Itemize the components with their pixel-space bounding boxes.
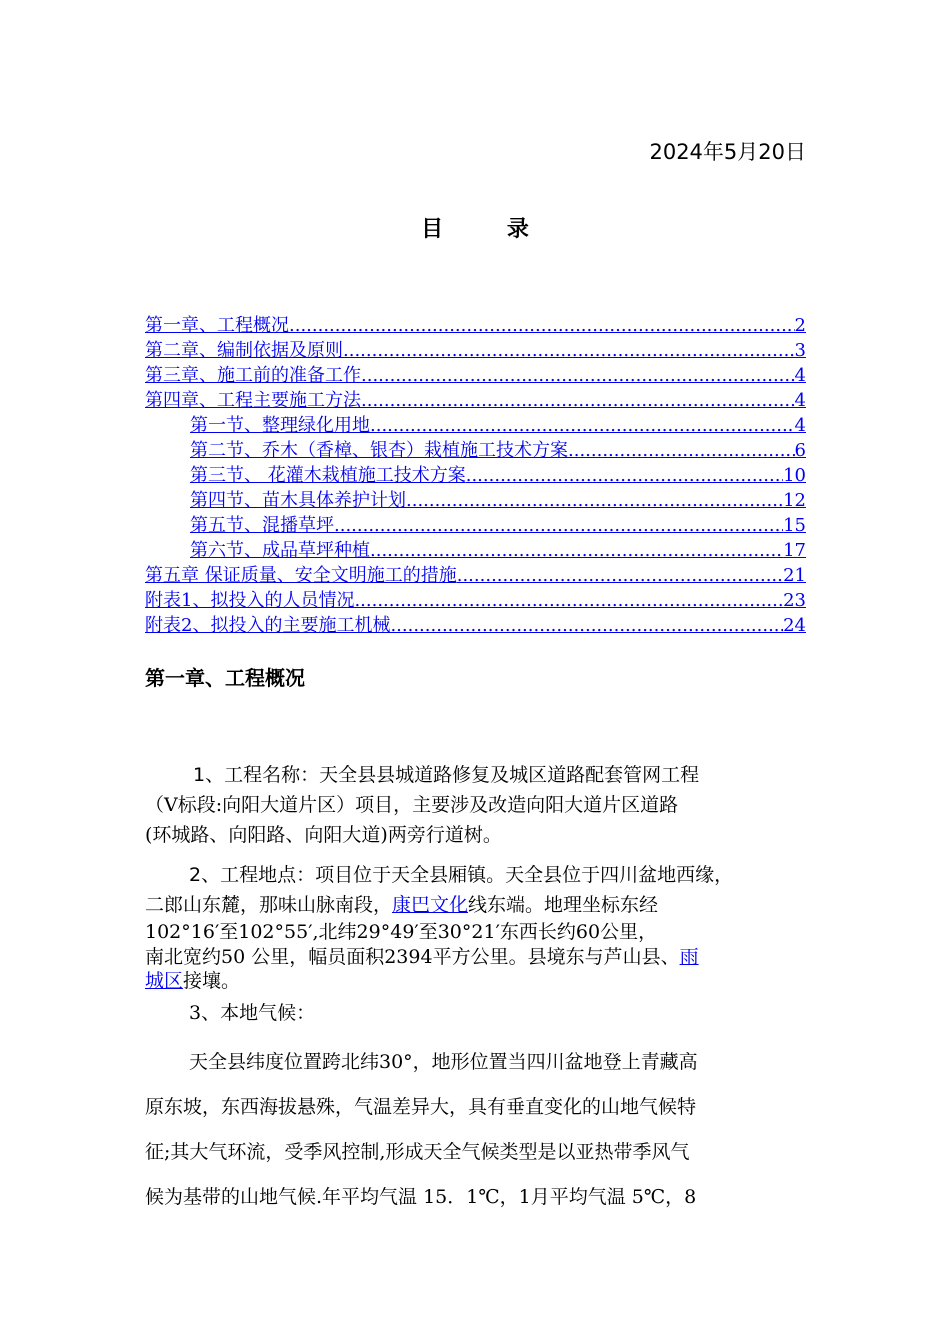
toc-entry[interactable]: [145, 363, 806, 388]
toc-entry[interactable]: [145, 613, 806, 638]
toc-leader-dots: [343, 338, 795, 363]
toc-entry-label: 第三章、施工前的准备工作: [145, 365, 361, 386]
text-span: 线东端。地理坐标东经: [468, 894, 659, 916]
toc-leader-dots: [370, 538, 783, 563]
toc-entry-label: 第一节、整理绿化用地: [190, 415, 370, 436]
toc-title: 目 录: [421, 217, 557, 242]
toc-entry-label: 第五节、混播草坪: [190, 515, 334, 536]
paragraph-climate-label: 3、本地气候：: [189, 1002, 316, 1024]
text-line: 征;其大气环流，受季风控制,形成天全气候类型是以亚热带季风气: [145, 1141, 690, 1163]
document-date: 2024年5月20日: [649, 140, 806, 164]
paragraph-climate: [145, 1040, 807, 1220]
toc-entry-page: 15: [783, 515, 806, 536]
table-of-contents: [145, 313, 806, 638]
toc-entry-page: 4: [794, 415, 806, 436]
toc-entry[interactable]: [145, 538, 806, 563]
toc-entry-label: 第三节、 花灌木栽植施工技术方案: [190, 465, 466, 486]
chapter-heading: 第一章、工程概况: [145, 666, 305, 690]
toc-leader-dots: [568, 438, 795, 463]
text-span: 接壤。: [183, 970, 241, 992]
toc-entry-label: 附表2、拟投入的主要施工机械: [145, 615, 391, 636]
text-line: (环城路、向阳路、向阳大道)两旁行道树。: [145, 824, 502, 846]
toc-entry-label: 第一章、工程概况: [145, 315, 289, 336]
toc-entry[interactable]: [145, 338, 806, 363]
toc-entry-label: 第四章、工程主要施工方法: [145, 390, 361, 411]
toc-entry-page: 2: [794, 315, 806, 336]
text-line: 天全县纬度位置跨北纬30°，地形位置当四川盆地登上青藏高: [189, 1051, 698, 1073]
toc-entry[interactable]: [145, 513, 806, 538]
toc-entry-page: 10: [783, 465, 806, 486]
toc-leader-dots: [390, 613, 783, 638]
toc-entry[interactable]: [145, 588, 806, 613]
toc-leader-dots: [289, 313, 795, 338]
toc-leader-dots: [354, 588, 783, 613]
toc-entry-page: 12: [783, 490, 806, 511]
toc-entry-page: 3: [794, 340, 806, 361]
text-line: 1、工程名称：天全县县城道路修复及城区道路配套管网工程: [193, 764, 700, 786]
toc-leader-dots: [406, 488, 783, 513]
toc-leader-dots: [457, 563, 783, 588]
toc-entry-label: 第二节、乔木（香樟、银杏）栽植施工技术方案: [190, 440, 568, 461]
text-line: 原东坡，东西海拔悬殊，气温差异大，具有垂直变化的山地气候特: [145, 1096, 697, 1118]
toc-entry-page: 4: [794, 390, 806, 411]
text-line: 候为基带的山地气候.年平均气温 15．1℃，1月平均气温 5℃，8: [145, 1186, 697, 1208]
toc-entry-label: 第六节、成品草坪种植: [190, 540, 370, 561]
paragraph-project-location: [145, 860, 807, 992]
text-span: 二郎山东麓，那味山脉南段，: [145, 894, 393, 916]
text-line: 2、工程地点：项目位于天全县厢镇。天全县位于四川盆地西缘，: [189, 864, 734, 886]
toc-leader-dots: [361, 363, 795, 388]
toc-entry[interactable]: [145, 438, 806, 463]
toc-entry[interactable]: [145, 388, 806, 413]
toc-entry-label: 第四节、苗木具体养护计划: [190, 490, 406, 511]
text-line: [145, 970, 807, 992]
toc-entry[interactable]: [145, 413, 806, 438]
link-yucheng-district-part1[interactable]: 雨: [679, 946, 699, 968]
text-line: 102°16′至102°55′,北纬29°49′至30°21′东西长约60公里，: [145, 921, 658, 943]
link-kangba-culture[interactable]: 康巴文化: [392, 894, 469, 916]
toc-entry-label: 附表1、拟投入的人员情况: [145, 590, 355, 611]
toc-entry-label: 第五章 保证质量、安全文明施工的措施: [145, 565, 457, 586]
toc-leader-dots: [334, 513, 783, 538]
toc-entry[interactable]: [145, 313, 806, 338]
toc-leader-dots: [370, 413, 795, 438]
toc-leader-dots: [466, 463, 783, 488]
link-yucheng-district-part2[interactable]: 城区: [145, 970, 184, 992]
text-line: [145, 944, 807, 970]
text-span: 南北宽约50 公里，幅员面积2394平方公里。县境东与芦山县、: [145, 946, 680, 968]
toc-entry[interactable]: [145, 488, 806, 513]
text-line: [145, 890, 807, 920]
text-line: （Ⅴ标段:向阳大道片区）项目，主要涉及改造向阳大道片区道路: [145, 794, 679, 816]
toc-entry-page: 24: [783, 615, 806, 636]
toc-entry-page: 21: [783, 565, 806, 586]
toc-entry[interactable]: [145, 563, 806, 588]
toc-entry[interactable]: [145, 463, 806, 488]
toc-entry-label: 第二章、编制依据及原则: [145, 340, 343, 361]
toc-entry-page: 17: [783, 540, 806, 561]
toc-entry-page: 23: [783, 590, 806, 611]
toc-entry-page: 4: [794, 365, 806, 386]
toc-entry-page: 6: [794, 440, 806, 461]
paragraph-project-name: [145, 760, 807, 850]
toc-leader-dots: [361, 388, 795, 413]
